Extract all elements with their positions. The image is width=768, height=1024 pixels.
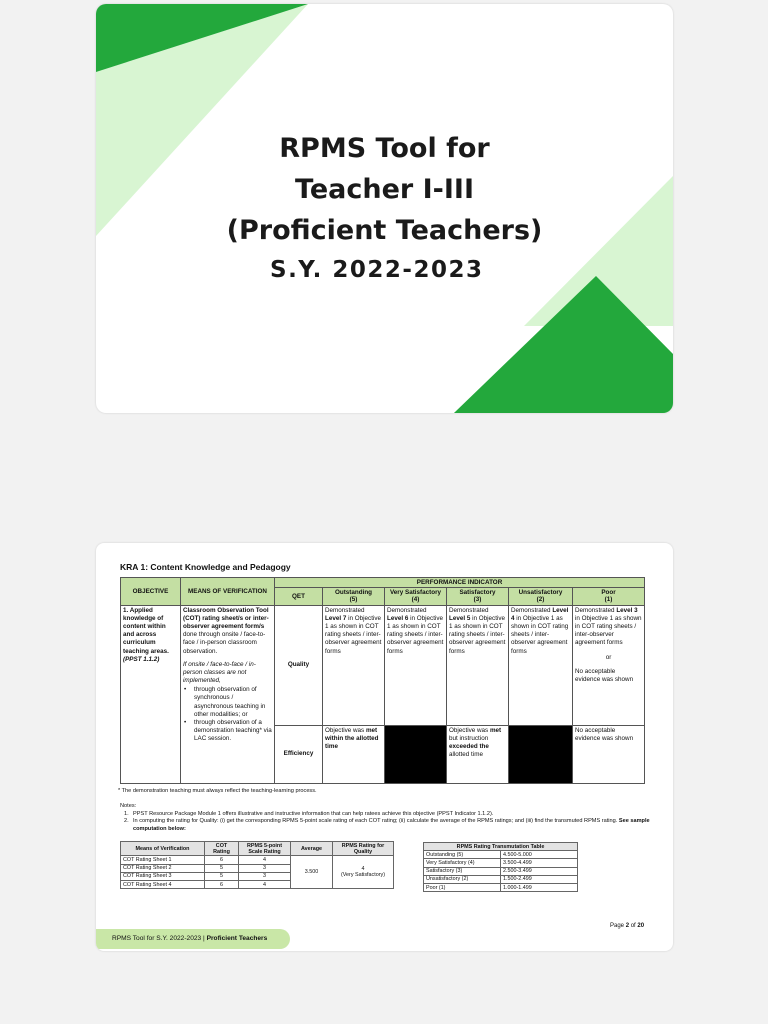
level-name: Very Satisfactory [389,589,442,597]
cell-text: Demonstrated [325,606,365,614]
table-row [424,851,578,859]
mov-main-rest: done through onsite / face-to-face / in-person classroom observation. [183,631,266,655]
sample-mov: COT Rating Sheet 1 [121,856,205,864]
footer-left: RPMS Tool for S.Y. 2022-2023 | [112,935,207,942]
sample-quality-rating: 4 [361,866,365,873]
cell-text: in Objective 1 as shown in COT rating sheets / inter-observer agreement forms [575,614,642,647]
page-current: 2 [625,923,630,929]
sample-col-header: COT Rating [205,842,239,856]
mov-bullet-list [183,686,272,743]
sample-average: 3.500 [291,856,333,889]
page-number [610,923,644,929]
page-total: 20 [637,923,645,929]
footer-bar [96,929,290,949]
sample-rpms: 3 [239,864,291,872]
cell-level: Level 5 [449,614,471,622]
transmutation-title: RPMS Rating Transmutation Table [424,843,578,851]
cell-text: but instruction [449,734,489,742]
level-header-very-satisfactory [385,588,447,605]
sample-mov: COT Rating Sheet 4 [121,881,205,889]
document-page-2 [96,543,673,951]
level-name: Unsatisfactory [518,589,563,597]
note-item [120,811,650,819]
efficiency-label: Efficiency [275,725,323,783]
cell-text: Demonstrated [575,606,617,614]
objective-ppst: (PPST 1.1.2) [123,655,160,663]
cell-text: Demonstrated [449,606,489,614]
trans-label: Outstanding (5) [424,851,501,859]
kra-heading: KRA 1: Content Knowledge and Pedagogy [120,562,291,572]
cell-text: in Objective 1 as shown in COT rating sheets / inter-observer agreement forms [511,614,569,655]
sample-quality [333,856,394,889]
quality-label: Quality [275,605,323,725]
cover-page [96,4,673,413]
cover-title [96,128,673,251]
note-number: 1. [124,810,129,817]
efficiency-very-satisfactory-blank [385,725,447,783]
level-name: Satisfactory [459,589,496,597]
header-row-1 [121,578,645,588]
cell-text: Demonstrated [511,606,553,614]
table-row [424,884,578,892]
cell-bold: met within the allotted time [325,726,379,751]
level-score: (1) [604,596,613,604]
level-name: Poor [601,589,616,597]
cell-text: Objective was [449,726,490,734]
level-header-satisfactory [447,588,509,605]
note-item [120,818,650,833]
mov-bullet: • through observation of a demonstration teaching* via LAC session. [183,719,272,744]
efficiency-poor: No acceptable evidence was shown [573,725,645,783]
quality-poor-or: or [605,653,612,661]
quality-poor [573,605,645,725]
cover-title-line-2: Teacher I-III [294,174,474,205]
qet-header: QET [275,588,323,605]
trans-range: 4.500-5.000 [501,851,578,859]
level-header-unsatisfactory [509,588,573,605]
transmutation-header-row [424,843,578,851]
efficiency-satisfactory [447,725,509,783]
sample-col-header: Average [291,842,333,856]
trans-label: Very Satisfactory (4) [424,859,501,867]
sample-rpms: 3 [239,872,291,880]
note-number: 2. [124,818,129,825]
table-row [424,867,578,875]
sample-col-header: RPMS Rating for Quality [333,842,394,856]
notes-label: Notes: [120,803,137,809]
mov-bullet: • through observation of synchronous / asynchronous teaching in other modalities; or [183,686,272,719]
cell-bold: exceeded the [449,743,489,751]
quality-poor-alt: No acceptable evidence was shown [575,667,634,683]
level-score: (5) [349,596,358,604]
objective-header: OBJECTIVE [121,578,181,606]
cell-level: Level 3 [616,606,638,614]
quality-unsatisfactory [509,605,573,725]
page-of: of [629,923,638,929]
objective-text: 1. Applied knowledge of content within and across curriculum teaching areas. [123,606,169,655]
quality-very-satisfactory [385,605,447,725]
level-name: Outstanding [334,589,373,597]
mov-alt-intro: If onsite / face-to-face / in-person classes are not implemented, [183,660,256,685]
sample-header-row [121,842,394,856]
table-row [424,875,578,883]
sample-mov: COT Rating Sheet 2 [121,864,205,872]
quality-outstanding [323,605,385,725]
trans-label: Poor (1) [424,884,501,892]
cell-level: Level 6 [387,614,409,622]
efficiency-unsatisfactory-blank [509,725,573,783]
cell-text: Demonstrated [387,606,427,614]
level-score: (2) [536,596,545,604]
cell-text: in Objective 1 as shown in COT rating sheets / inter-observer agreement forms [387,614,444,655]
footnote: * The demonstration teaching must always reflect the teaching-learning process. [118,788,317,794]
sample-cot: 5 [205,872,239,880]
level-header-poor [573,588,645,605]
transmutation-table [423,842,578,892]
efficiency-outstanding [323,725,385,783]
mov-header: MEANS OF VERIFICATION [181,578,275,606]
trans-range: 1.000-1.499 [501,884,578,892]
note-text: PPST Resource Package Module 1 offers illustrative and instructive information that can help ratees achieve this objective (PPST Indicator 1.1.2). [133,810,494,817]
sample-col-header: RPMS 5-point Scale Rating [239,842,291,856]
footer-bold: Proficient Teachers [206,935,268,942]
mov-main-bold: Classroom Observation Tool (COT) rating sheet/s or inter-observer agreement form/s [183,606,269,631]
performance-indicator-header: PERFORMANCE INDICATOR [275,578,645,588]
sample-rpms: 4 [239,856,291,864]
trans-label: Satisfactory (3) [424,867,501,875]
page-prefix: Page [610,923,626,929]
sample-col-header: Means of Verification [121,842,205,856]
quality-row [121,605,645,725]
cell-text: Objective was [325,726,366,734]
cell-text: in Objective 1 as shown in COT rating sheets / inter-observer agreement forms [325,614,382,655]
level-score: (4) [411,596,420,604]
mov-cell [181,605,275,783]
quality-satisfactory [447,605,509,725]
performance-indicator-table [120,577,645,784]
table-row [424,859,578,867]
cell-text: allotted time [449,751,483,759]
notes-section [120,803,650,833]
cover-school-year: S.Y. 2022-2023 [270,257,484,283]
trans-range: 2.500-3.499 [501,867,578,875]
cell-level: Level 4 [511,606,569,622]
sample-computation-table [120,841,394,889]
note-bold: See sample computation below: [133,818,650,832]
sample-cot: 5 [205,864,239,872]
level-header-outstanding [323,588,385,605]
sample-cot: 6 [205,881,239,889]
sample-rpms: 4 [239,881,291,889]
trans-range: 1.500-2.499 [501,875,578,883]
note-text: In computing the rating for Quality: (i) get the corresponding RPMS 5-point scale rating of each COT rating; (ii) calculate the average of the RPMS ratings; and (iii) find the transmuted RPMS rating. [133,818,618,825]
objective-cell [121,605,181,783]
trans-range: 3.500-4.499 [501,859,578,867]
cell-level: Level 7 [325,614,347,622]
table-row [121,856,394,864]
sample-mov: COT Rating Sheet 3 [121,872,205,880]
sample-cot: 6 [205,856,239,864]
cover-title-line-3: (Proficient Teachers) [226,215,543,246]
cell-bold: met [489,726,502,734]
sample-quality-desc: (Very Satisfactory) [340,872,386,879]
cover-title-line-1: RPMS Tool for [279,133,490,164]
trans-label: Unsatisfactory (2) [424,875,501,883]
level-score: (3) [473,596,482,604]
cell-text: in Objective 1 as shown in COT rating sheets / inter-observer agreement forms [449,614,506,655]
note-text-wrap [133,818,650,833]
